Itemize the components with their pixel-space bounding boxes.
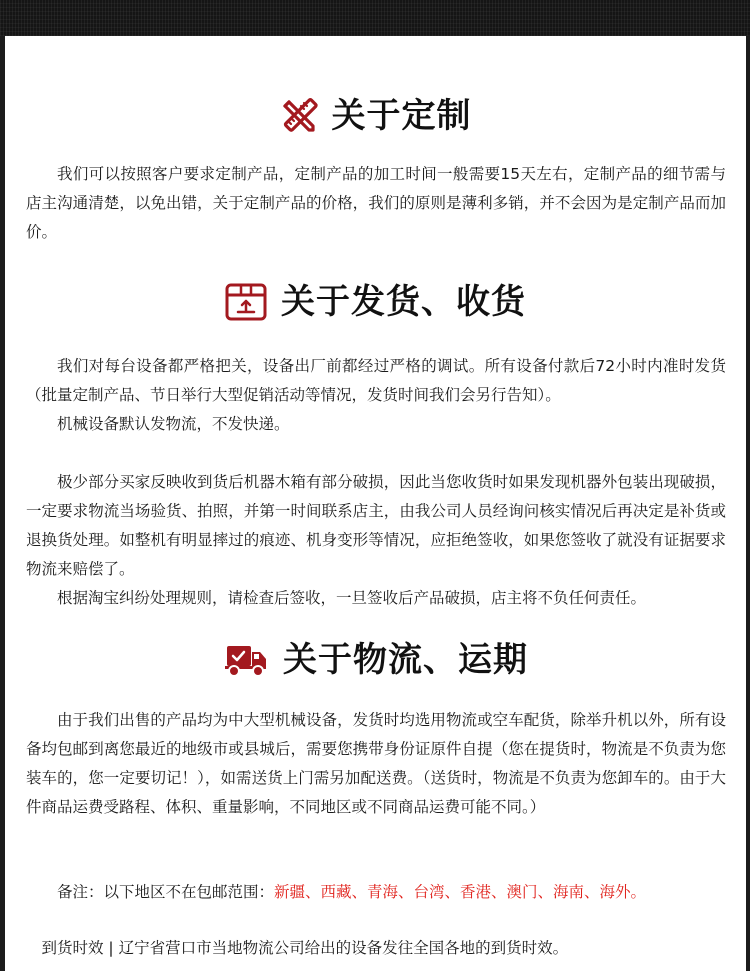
paragraph: 我们可以按照客户要求定制产品，定制产品的加工时间一般需要15天左右，定制产品的细节需与店主沟通清楚，以免出错，关于定制产品的价格，我们的原则是薄利多销，并不会因为是定制产品而加价。 xyxy=(26,165,726,241)
section-title: 关于定制 xyxy=(331,96,472,136)
section-body xyxy=(26,352,726,613)
section-title: 关于物流、运期 xyxy=(283,640,528,680)
section-body xyxy=(26,160,726,247)
paragraph: 根据淘宝纠纷处理规则，请检查后签收，一旦签收后产品破损，店主将不负任何责任。 xyxy=(57,589,647,607)
excluded-regions: 新疆、西藏、青海、台湾、香港、澳门、海南、海外。 xyxy=(274,883,647,901)
paragraph: 极少部分买家反映收到货后机器木箱有部分破损，因此当您收货时如果发现机器外包装出现破损，一定要求物流当场验货、拍照，并第一时间联系店主，由我公司人员经询问核实情况后再决定是补货或退换货处理。如整机有明显摔过的痕迹、机身变形等情况，应拒绝签收，如果您签收了就没有证据要求物流来赔偿了。 xyxy=(26,473,726,578)
tools-icon xyxy=(280,97,318,135)
section-heading-logistics xyxy=(5,640,746,680)
top-textured-border xyxy=(0,0,750,36)
section-title: 关于发货、收货 xyxy=(281,282,526,322)
paragraph: 我们对每台设备都严格把关，设备出厂前都经过严格的调试。所有设备付款后72小时内准时发货（批量定制产品、节日举行大型促销活动等情况，发货时间我们会另行告知）。 xyxy=(26,357,726,404)
paragraph: 由于我们出售的产品均为中大型机械设备，发货时均选用物流或空车配货，除举升机以外，所有设备均包邮到离您最近的地级市或县城后，需要您携带身份证原件自提（您在提货时，物流是不负责为您装车的，您一定要切记！），如需送货上门需另加配送费。（送货时，物流是不负责为您卸车的。由于大件商品运费受路程、体积、重量影响，不同地区或不同商品运费可能不同。） xyxy=(26,711,726,816)
paragraph: 机械设备默认发物流，不发快递。 xyxy=(57,415,290,433)
delivery-time-note xyxy=(26,934,726,963)
section-heading-shipping xyxy=(5,282,746,322)
note-label: 备注：以下地区不在包邮范围： xyxy=(57,883,275,901)
delivery-truck-icon xyxy=(223,642,269,678)
section-body xyxy=(26,706,726,822)
section-heading-customization xyxy=(5,96,746,136)
note-paragraph xyxy=(26,878,726,907)
package-box-icon xyxy=(225,283,267,321)
shipping-note xyxy=(26,878,726,907)
delivery-time-text: 到货时效 | 辽宁省营口市当地物流公司给出的设备发往全国各地的到货时效。 xyxy=(41,939,569,957)
content-card xyxy=(5,36,746,971)
